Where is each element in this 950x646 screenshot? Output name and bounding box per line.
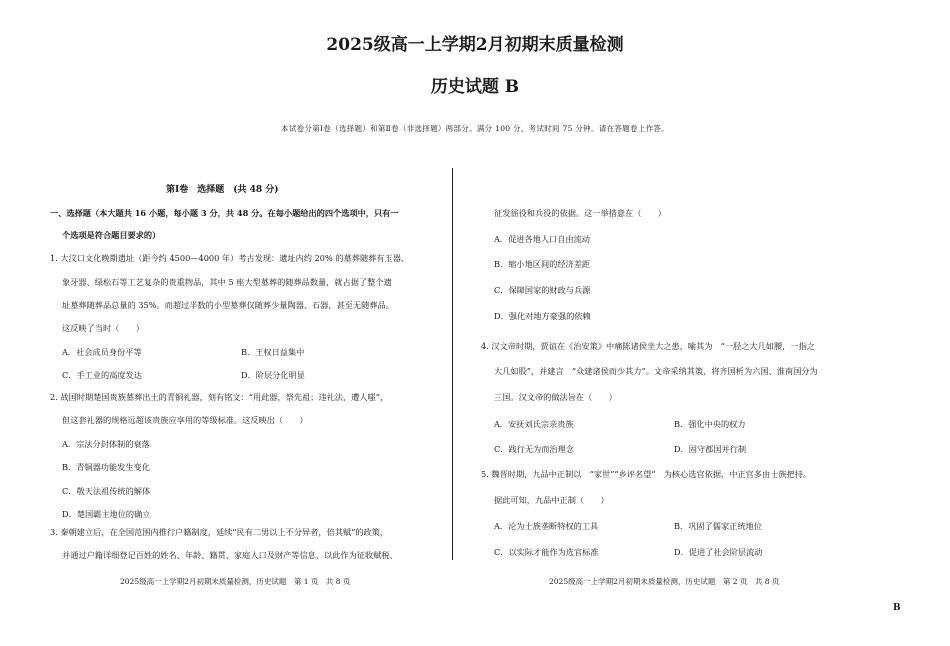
q3-option-a: A．促进各地人口自由流动 <box>494 234 590 244</box>
q2-option-b: B．青铜器功能发生变化 <box>62 462 150 472</box>
section-title: 第Ⅰ卷 选择题 (共 48 分) <box>166 185 279 195</box>
q4-stem-line: 4. 汉文帝时期，贾谊在《治安策》中痛陈诸侯坐大之患，喻其为 “一胫之大几如腰，一指之 <box>481 341 815 351</box>
q4-option-c: C．践行无为而治理念 <box>494 444 574 454</box>
q2-stem-line: 但这套礼器的规格远超该贵族应享用的等级标准。这反映出（ ） <box>62 415 308 425</box>
q5-stem-line: 据此可知，九品中正制（ ） <box>494 495 609 505</box>
q3-option-b: B．缩小地区间的经济差距 <box>494 259 591 269</box>
q4-option-d: D．固守郡国并行制 <box>674 444 747 454</box>
q1-option-d: D．阶层分化明显 <box>241 370 305 380</box>
version-mark: B <box>893 603 901 613</box>
q1-stem-line: 址墓葬随葬品总量的 35%。而超过半数的小型墓葬仅随葬少量陶器、石器，甚至无随葬品。 <box>62 300 394 310</box>
q2-stem-line: 2. 战国时期楚国贵族墓葬出土的青铜礼器，刻有铭文：“用此器，祭先祖；违礼法，遭人嗤”， <box>50 392 389 402</box>
q5-option-b: B．巩固了儒家正统地位 <box>674 521 762 531</box>
q3-option-c: C．保障国家的财政与兵源 <box>494 285 591 295</box>
instructions-line-1: 一、选择题（本大题共 16 小题，每小题 3 分，共 48 分。在每小题给出的四个选项中，只有一 <box>50 208 399 218</box>
q3-stem-continued: 征发徭役和兵役的依据。这一举措意在（ ） <box>494 208 666 218</box>
exam-title: 2025级高一上学期2月初期末质量检测 <box>326 35 624 55</box>
q1-stem-line: 象牙器、绿松石等工艺复杂的贵重物品，其中 5 座大型墓葬的随葬品数量，就占据了整个遗 <box>62 277 392 287</box>
q1-stem-line: 1. 大汶口文化晚期遗址（距今约 4500—4000 年）考古发现：遗址内约 20% 的墓葬随葬有玉器、 <box>50 253 410 263</box>
q3-option-d: D．强化对地方豪强的依赖 <box>494 311 591 321</box>
q4-stem-line: 三国。汉文帝的做法旨在（ ） <box>494 392 617 402</box>
q1-option-a: A．社会成员身份平等 <box>62 347 142 357</box>
q2-option-c: C．敬天法祖传统的解体 <box>62 486 151 496</box>
q3-stem-line: 并通过户籍详细登记百姓的姓名、年龄、籍贯、家庭人口及财产等信息，以此作为征收赋税、 <box>62 550 398 560</box>
q4-option-a: A．安抚刘氏宗亲贵族 <box>494 419 574 429</box>
q1-option-b: B．王权日益集中 <box>241 347 305 357</box>
q4-stem-line: 大几如股”，并建言 “众建诸侯而少其力”。文帝采纳其策，将齐国析为六国、淮南国分为 <box>494 366 818 376</box>
exam-subtitle: 历史试题 B <box>430 77 520 97</box>
instructions-line-2: 个选项是符合题目要求的） <box>62 230 161 240</box>
q1-option-c: C．手工业的高度发达 <box>62 370 142 380</box>
q2-option-d: D．楚国霸主地位的确立 <box>62 509 151 519</box>
q4-option-b: B．强化中央的权力 <box>674 419 746 429</box>
q3-stem-line: 3. 秦朝建立后，在全国范围内推行户籍制度，延续“民有二男以上不分异者，倍其赋”的政策， <box>50 527 389 537</box>
q5-option-c: C．以实际才能作为选官标准 <box>494 547 599 557</box>
q5-option-a: A．沦为士族垄断特权的工具 <box>494 521 599 531</box>
page-footer-left: 2025级高一上学期2月初期末质量检测，历史试题 第 1 页 共 8 页 <box>120 577 351 586</box>
page-footer-right: 2025级高一上学期2月初期末质量检测，历史试题 第 2 页 共 8 页 <box>549 577 780 586</box>
q2-option-a: A．宗法分封体制的衰落 <box>62 439 150 449</box>
exam-intro: 本试卷分第Ⅰ卷（选择题）和第Ⅱ卷（非选择题）两部分。满分 100 分，考试时间 75 分钟。请在答题卷上作答。 <box>281 124 669 133</box>
column-divider <box>452 168 453 560</box>
q5-option-d: D．促进了社会阶层流动 <box>674 547 763 557</box>
q1-stem-line: 这反映了当时（ ） <box>62 323 144 333</box>
q5-stem-line: 5. 魏晋时期，九品中正制以 “家世”“乡评名望” 为核心选官依据，中正官多由士族把持。 <box>481 469 812 479</box>
